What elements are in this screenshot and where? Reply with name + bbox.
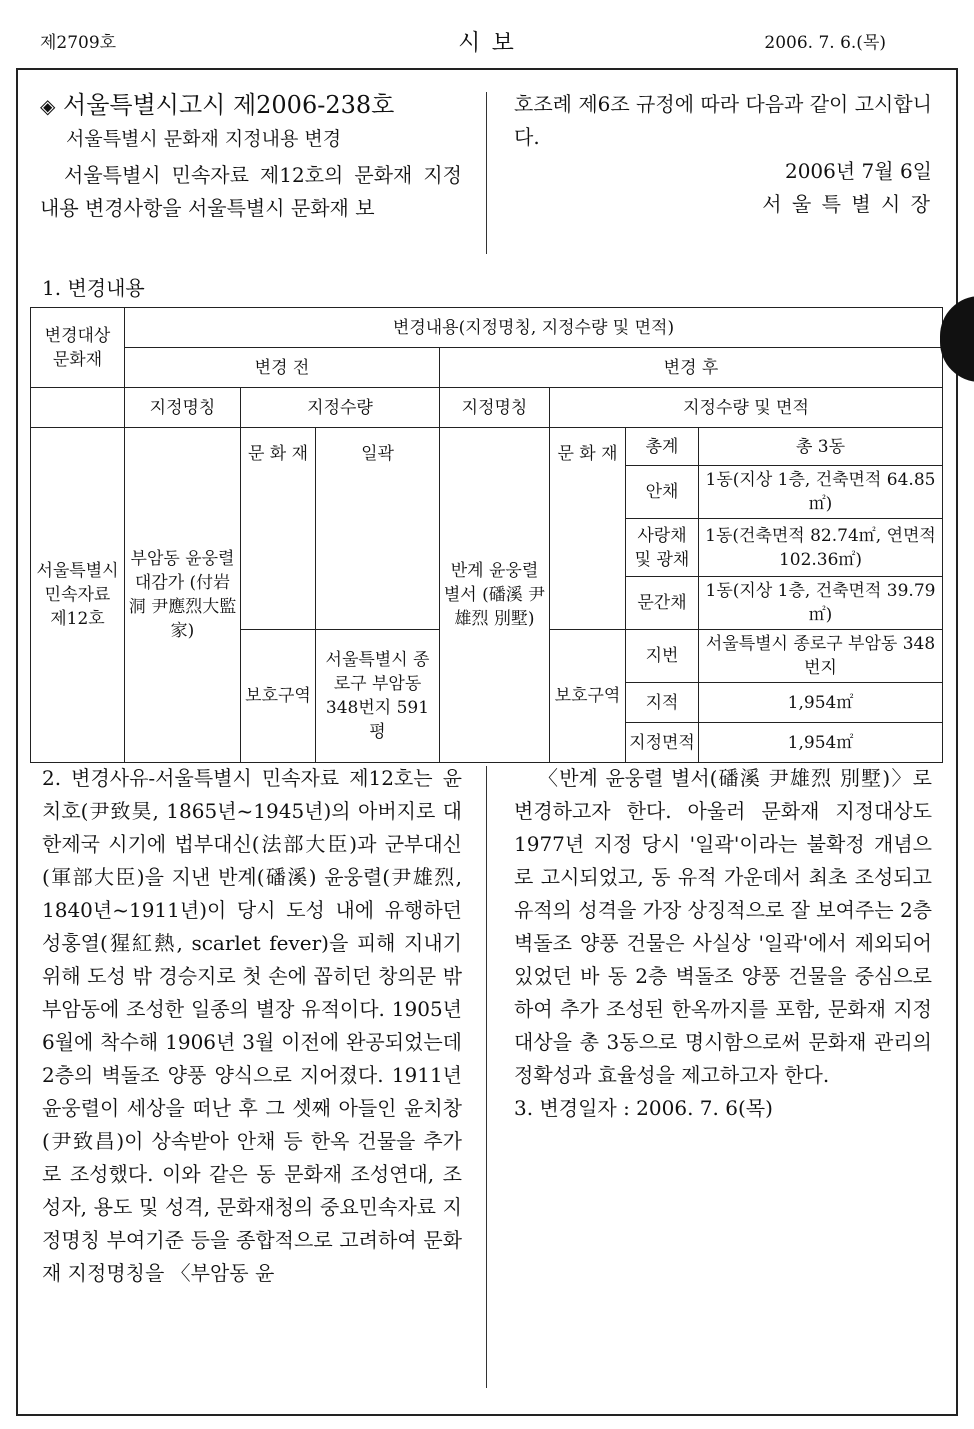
asset-row-value: 1동(지상 1층, 건축면적 64.85㎡) [699,466,943,519]
publication-title: 시 보 [458,30,516,56]
notice-title: 서울특별시고시 제2006-238호 [63,91,395,119]
section2-right-column [514,762,932,1125]
before-header: 변경 전 [125,348,440,388]
notice-intro-left: 서울특별시 민속자료 제12호의 문화재 지정내용 변경사항을 서울특별시 문화재 보 [40,163,462,220]
after-qty-area-header: 지정수량 및 면적 [550,388,943,428]
asset-row-label: 총계 [626,428,699,466]
asset-row-value: 1동(지상 1층, 건축면적 39.79㎡) [699,577,943,630]
zone-row-label: 지번 [626,630,699,683]
target-header: 변경대상 문화재 [31,308,125,388]
publication-date: 2006. 7. 6.(목) [764,33,886,53]
before-qty-header: 지정수량 [241,388,440,428]
sign-org: 서 울 특 별 시 장 [762,191,932,216]
top-column-divider [486,92,487,254]
zone-row-value: 서울특별시 종로구 부암동 348번지 [699,630,943,683]
after-asset-label: 문 화 재 [550,428,626,630]
notice-intro-right: 호조례 제6조 규정에 따라 다음과 같이 고시합니다. [514,92,932,149]
zone-row-value: 1,954㎡ [699,683,943,723]
asset-row-label: 안채 [626,466,699,519]
notice-title-line [40,88,462,123]
change-header: 변경내용(지정명칭, 지정수량 및 면적) [125,308,943,348]
before-asset-label: 문 화 재 [241,428,316,630]
section3-text: 3. 변경일자 : 2006. 7. 6(목) [514,1096,773,1120]
target-name-cell: 서울특별시 민속자료 제12호 [31,428,125,763]
section1-heading: 1. 변경내용 [42,276,145,300]
asset-row-value: 총 3동 [699,428,943,466]
section2-right-text: 〈반계 윤웅렬 별서(磻溪 尹雄烈 別墅)〉로 변경하고자 한다. 아울러 문화재 지정대상도 1977년 지정 당시 '일곽'이라는 불확정 개념으로 고시되었고, 동 유적 가운데서 최초 조성되고 유적의 성격을 가장 상징적으로 잘 보여주는 2층 벽돌조 양풍 건물은 사실상 '일곽'에서 제외되어 있었던 바 동 2층 벽돌조 양풍 건물을 중심으로 하여 추가 조성된 한옥까지를 포함, 문화재 지정대상을 총 3동으로 명시함으로써 문화재 관리의 정확성과 효율성을 제고하고자 한다. [514,766,932,1087]
after-zone-label: 보호구역 [550,630,626,763]
asset-row-label: 사랑채 및 광채 [626,519,699,577]
notice-left-column [40,88,462,224]
sign-date: 2006년 7월 6일 [784,159,932,183]
asset-row-label: 문간채 [626,577,699,630]
zone-row-label: 지적 [626,683,699,723]
empty-cell [31,388,125,428]
before-name-cell: 부암동 윤웅렬대감가 (付岩洞 尹應烈大監家) [125,428,241,763]
section2-left-column [42,762,462,1290]
section2-left-text: 2. 변경사유-서울특별시 민속자료 제12호는 윤치호(尹致昊, 1865년~1945년)의 아버지로 대한제국 시기에 법부대신(法部大臣)과 군부대신(軍部大臣)을 지낸 반계(磻溪) 윤웅렬(尹雄烈, 1840년~1911년)이 당시 도성 내에 유행하던 성홍열(猩紅熱, scarlet fever)을 피해 지내기 위해 도성 밖 경승지로 첫 손에 꼽히던 창의문 밖 부암동에 조성한 일종의 별장 유적이다. 1905년 6월에 착수해 1906년 3월 이전에 완공되었는데 2층의 벽돌조 양풍 양식으로 지어졌다. 1911년 윤웅렬이 세상을 떠난 후 그 셋째 아들인 윤치창(尹致昌)이 상속받아 안채 등 한옥 건물을 추가로 조성했다. 이와 같은 동 문화재 조성연대, 조성자, 용도 및 성격, 문화재청의 중요민속자료 지정명칭 부여기준 등을 종합적으로 고려하여 문화재 지정명칭을 〈부암동 윤 [42,766,462,1285]
notice-right-column [514,88,932,220]
after-name-header: 지정명칭 [440,388,550,428]
diamond-bullet-icon: ◈ [40,94,56,118]
after-name-cell: 반계 윤웅렬 별서 (磻溪 尹雄烈 別墅) [440,428,550,763]
before-asset-qty: 일곽 [316,428,440,630]
asset-row-value: 1동(건축면적 82.74㎡, 연면적 102.36㎡) [699,519,943,577]
before-name-header: 지정명칭 [125,388,241,428]
zone-row-value: 1,954㎡ [699,723,943,763]
change-table [30,307,943,763]
before-zone-qty: 서울특별시 종로구 부암동 348번지 591평 [316,630,440,763]
zone-row-label: 지정면적 [626,723,699,763]
before-zone-label: 보호구역 [241,630,316,763]
after-header: 변경 후 [440,348,943,388]
issue-number: 제2709호 [40,33,117,53]
notice-subtitle: 서울특별시 문화재 지정내용 변경 [66,128,342,150]
bottom-column-divider [486,766,487,1388]
